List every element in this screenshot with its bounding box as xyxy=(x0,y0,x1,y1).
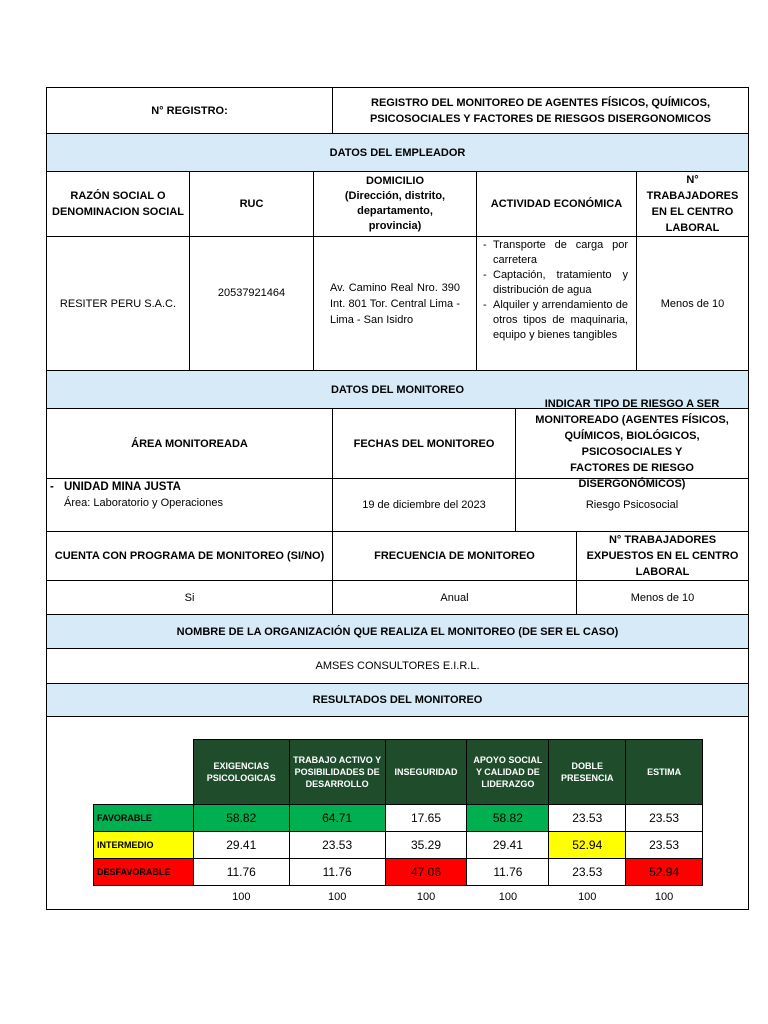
col-expuestos-line3: LABORAL xyxy=(635,566,690,578)
cell-favorable-2: 64.71 xyxy=(289,805,385,832)
results-col-estima: ESTIMA xyxy=(626,740,703,805)
results-table xyxy=(93,739,703,908)
cell-desfavorable-1: 11.76 xyxy=(193,859,289,886)
results-corner xyxy=(94,740,194,805)
monitoreo-data-row xyxy=(47,479,748,532)
results-totals-row xyxy=(94,886,703,908)
cell-favorable-5: 23.53 xyxy=(549,805,626,832)
col-dom-line3: departamento, xyxy=(357,205,433,217)
actividad-item-2: - Captación, tratamiento y distribución de agua xyxy=(493,269,628,296)
total-2: 100 xyxy=(327,890,347,903)
col-tipo-riesgo xyxy=(515,397,748,490)
actividad-item-3: - Alquiler y arrendamiento de otros tipos de maquinaria, equipo y bienes tangibles xyxy=(493,299,628,341)
area-subtitle: Área: Laboratorio y Operaciones xyxy=(64,497,223,509)
registro-label: N° REGISTRO: xyxy=(151,104,228,117)
organizacion-data-row xyxy=(47,649,748,684)
area-dash: - xyxy=(50,481,54,493)
totals-corner xyxy=(94,886,194,908)
col-trab-line3: LABORAL xyxy=(665,222,720,234)
actividad-list xyxy=(481,238,628,343)
col-area-monitoreada: ÁREA MONITOREADA xyxy=(131,437,248,450)
section-band-resultados xyxy=(47,684,748,717)
col-actividad: ACTIVIDAD ECONÓMICA xyxy=(476,172,636,236)
col-expuestos-line1: N° TRABAJADORES xyxy=(608,534,717,546)
form-title-line1: REGISTRO DEL MONITOREO DE AGENTES FÍSICOS, QUÍMICOS, xyxy=(371,96,710,109)
razon-social-value: RESITER PERU S.A.C. xyxy=(59,297,177,310)
list-item xyxy=(481,298,628,343)
area-value xyxy=(47,479,332,531)
cell-intermedio-5: 52.94 xyxy=(549,832,626,859)
list-item xyxy=(481,238,628,268)
total-1: 100 xyxy=(232,890,251,903)
results-col-apoyo-social: APOYO SOCIAL Y CALIDAD DE LIDERAZGO xyxy=(467,740,549,805)
ruc-value: 20537921464 xyxy=(189,237,313,370)
cell-intermedio-3: 35.29 xyxy=(385,832,467,859)
empleador-header-row xyxy=(47,172,748,237)
tipo-riesgo-value: Riesgo Psicosocial xyxy=(515,479,748,531)
actividad-value xyxy=(476,237,636,370)
col-razon-social xyxy=(47,172,189,236)
col-trab-line2: EN EL CENTRO xyxy=(651,206,734,218)
section-title-empleador: DATOS DEL EMPLEADOR xyxy=(47,134,748,171)
cell-intermedio-6: 23.53 xyxy=(626,832,703,859)
section-title-monitoreo: DATOS DEL MONITOREO xyxy=(47,371,748,408)
cell-desfavorable-3: 47.06 xyxy=(385,859,467,886)
col-fechas: FECHAS DEL MONITOREO xyxy=(332,409,515,478)
col-trabajadores xyxy=(636,172,748,236)
col-programa: CUENTA CON PROGRAMA DE MONITOREO (SI/NO) xyxy=(54,550,325,562)
results-col-doble-presencia: DOBLE PRESENCIA xyxy=(549,740,626,805)
fecha-value: 19 de diciembre del 2023 xyxy=(332,479,515,531)
form-title xyxy=(332,88,748,133)
actividad-item-1: - Transporte de carga por carretera xyxy=(493,239,628,266)
col-domicilio xyxy=(313,172,476,236)
row-label-favorable: FAVORABLE xyxy=(94,805,194,832)
col-expuestos-line2: EXPUESTOS EN EL CENTRO xyxy=(586,550,739,562)
table-row xyxy=(94,859,703,886)
header-row xyxy=(47,88,748,134)
trabajadores-value: Menos de 10 xyxy=(636,237,748,370)
total-4: 100 xyxy=(498,890,518,903)
section-band-organizacion xyxy=(47,615,748,649)
cell-favorable-3: 17.65 xyxy=(385,805,467,832)
cell-favorable-4: 58.82 xyxy=(467,805,549,832)
form-title-line2: PSICOSOCIALES Y FACTORES DE RIESGOS DISERGONOMICOS xyxy=(369,112,712,125)
domicilio-value: Av. Camino Real Nro. 390 Int. 801 Tor. Central Lima - Lima - San Isidro xyxy=(313,237,476,370)
cell-intermedio-4: 29.41 xyxy=(467,832,549,859)
results-col-trabajo-activo: TRABAJO ACTIVO Y POSIBILIDADES DE DESARROLLO xyxy=(289,740,385,805)
col-dom-line4: provincia) xyxy=(368,220,422,232)
cell-desfavorable-2: 11.76 xyxy=(289,859,385,886)
cell-desfavorable-4: 11.76 xyxy=(467,859,549,886)
cell-intermedio-2: 23.53 xyxy=(289,832,385,859)
col-trab-line1: N° TRABAJADORES xyxy=(646,174,739,202)
results-col-inseguridad: INSEGURIDAD xyxy=(385,740,467,805)
programa-value: Si xyxy=(184,591,195,604)
cell-intermedio-1: 29.41 xyxy=(193,832,289,859)
list-item xyxy=(481,268,628,298)
col-dom-line2: (Dirección, distrito, xyxy=(344,190,446,202)
programa-header-row xyxy=(47,532,748,581)
col-tipo-line3: QUÍMICOS, BIOLÓGICOS, PSICOSOCIALES Y xyxy=(564,429,700,458)
total-3: 100 xyxy=(416,890,436,903)
row-label-desfavorable: DESFAVORABLE xyxy=(94,859,194,886)
frecuencia-value: Anual xyxy=(332,581,576,614)
area-name: UNIDAD MINA JUSTA xyxy=(64,481,181,493)
empleador-data-row xyxy=(47,237,748,371)
col-razon-line2: DENOMINACION SOCIAL xyxy=(52,206,184,218)
programa-data-row xyxy=(47,581,748,615)
total-6: 100 xyxy=(654,890,674,903)
col-frecuencia: FRECUENCIA DE MONITOREO xyxy=(332,532,576,580)
results-col-exigencias: EXIGENCIAS PSICOLOGICAS xyxy=(193,740,289,805)
monitoring-record-form xyxy=(46,87,749,910)
organizacion-value: AMSES CONSULTORES E.I.R.L. xyxy=(315,660,480,672)
area-title-line xyxy=(50,479,181,495)
cell-favorable-6: 23.53 xyxy=(626,805,703,832)
section-band-empleador xyxy=(47,134,748,172)
col-ruc: RUC xyxy=(189,172,313,236)
row-label-intermedio: INTERMEDIO xyxy=(94,832,194,859)
table-row xyxy=(94,832,703,859)
total-5: 100 xyxy=(578,890,597,903)
section-title-organizacion: NOMBRE DE LA ORGANIZACIÓN QUE REALIZA EL MONITOREO (DE SER EL CASO) xyxy=(47,615,748,648)
cell-favorable-1: 58.82 xyxy=(193,805,289,832)
col-expuestos xyxy=(576,532,748,580)
cell-desfavorable-5: 23.53 xyxy=(549,859,626,886)
col-dom-line1: DOMICILIO xyxy=(365,175,425,187)
table-row xyxy=(94,805,703,832)
expuestos-value: Menos de 10 xyxy=(576,581,748,614)
col-razon-line1: RAZÓN SOCIAL O xyxy=(70,190,166,202)
cell-desfavorable-6: 52.94 xyxy=(626,859,703,886)
results-header-row xyxy=(94,740,703,805)
col-tipo-line1: INDICAR TIPO DE RIESGO A SER xyxy=(544,397,720,410)
section-title-resultados: RESULTADOS DEL MONITOREO xyxy=(47,684,748,716)
col-tipo-line2: MONITOREADO (AGENTES FÍSICOS, xyxy=(535,413,729,426)
col-tipo-line4: FACTORES DE RIESGO DISERGONÓMICOS) xyxy=(570,461,694,490)
